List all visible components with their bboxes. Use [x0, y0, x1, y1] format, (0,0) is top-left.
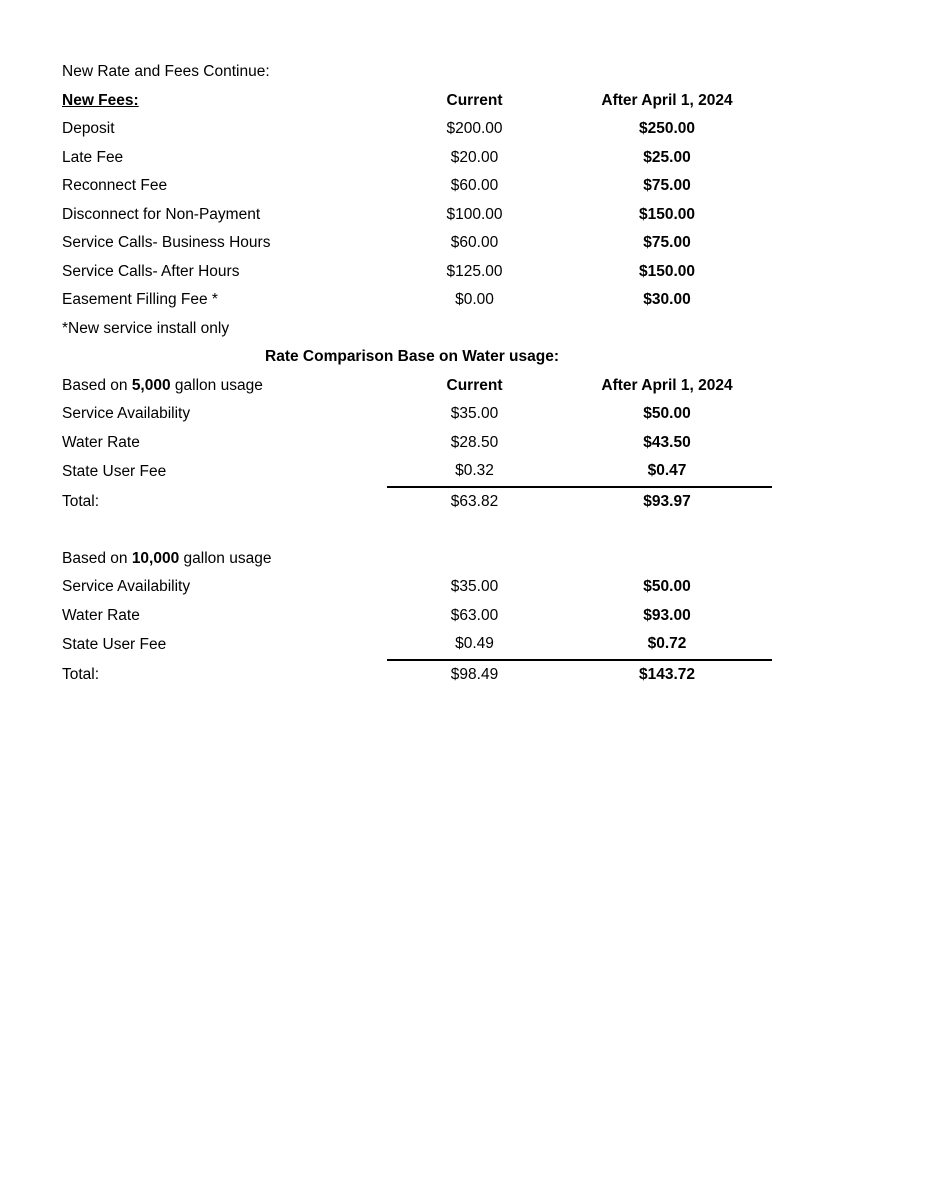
line-item-after-value: $0.72	[562, 630, 772, 660]
table-row	[62, 429, 772, 458]
table-header-row	[62, 87, 772, 116]
fee-current-value: $60.00	[450, 177, 499, 194]
line-item-label: Water Rate	[62, 606, 140, 624]
after-column-header: After April 1, 2024	[601, 91, 733, 109]
fee-label: Late Fee	[62, 148, 124, 166]
fee-label: Disconnect for Non-Payment	[62, 205, 261, 223]
table-row	[62, 172, 772, 201]
fee-after-value: $75.00	[643, 234, 691, 251]
basis-prefix: Based on	[62, 376, 132, 394]
current-column-header: Current	[446, 91, 503, 109]
fee-label: Easement Filling Fee *	[62, 291, 218, 308]
basis-suffix: gallon usage	[179, 549, 272, 567]
line-item-label: State User Fee	[62, 636, 167, 653]
fee-current-value: $60.00	[450, 234, 499, 251]
total-current-value: $98.49	[450, 665, 499, 683]
new-fees-table	[62, 87, 772, 344]
line-item-after-value: $0.47	[562, 457, 772, 487]
basis-spacer-current	[387, 545, 562, 574]
section-gap-spacer	[62, 516, 852, 545]
document-body	[62, 58, 852, 689]
fee-current-value: $20.00	[450, 148, 499, 166]
line-item-current-value: $28.50	[450, 433, 499, 451]
line-item-current-value: $35.00	[450, 578, 499, 595]
line-item-current-value: $0.49	[387, 630, 562, 660]
total-after-value: $143.72	[638, 665, 696, 683]
rate-comparison-10000-table	[62, 545, 772, 690]
new-fees-label: New Fees:	[62, 91, 139, 109]
fee-label: Deposit	[62, 120, 115, 137]
fee-after-value: $30.00	[643, 291, 691, 308]
table-row	[62, 115, 772, 144]
footnote-row	[62, 315, 772, 344]
line-item-label: Water Rate	[62, 433, 140, 451]
rate-comparison-heading: Rate Comparison Base on Water usage:	[265, 348, 559, 365]
fee-current-value: $0.00	[455, 291, 494, 308]
fee-after-value: $250.00	[638, 120, 696, 137]
total-row	[62, 487, 772, 517]
table-row	[62, 573, 772, 602]
line-item-label: Service Availability	[62, 405, 191, 422]
fee-after-value: $25.00	[643, 148, 691, 166]
table-row	[62, 201, 772, 230]
table-row	[62, 286, 772, 315]
intro-line: New Rate and Fees Continue:	[62, 63, 270, 80]
line-item-label: State User Fee	[62, 463, 167, 480]
fee-after-value: $150.00	[638, 205, 696, 223]
line-item-after-value: $43.50	[643, 433, 691, 451]
total-label: Total:	[62, 492, 100, 510]
basis-spacer-after	[562, 545, 772, 574]
fee-current-value: $200.00	[446, 120, 503, 137]
total-current-value: $63.82	[450, 492, 499, 510]
table-row	[62, 258, 772, 287]
fee-after-value: $75.00	[643, 177, 691, 194]
fee-current-value: $100.00	[446, 205, 503, 223]
basis-amount: 10,000	[131, 549, 180, 567]
basis-5000-label	[62, 372, 387, 401]
fee-label: Service Calls- After Hours	[62, 262, 240, 280]
line-item-after-value: $93.00	[643, 606, 691, 624]
line-item-current-value: $0.32	[387, 457, 562, 487]
table-row	[62, 144, 772, 173]
line-item-after-value: $50.00	[643, 578, 691, 595]
table-header-row	[62, 372, 772, 401]
after-column-header: After April 1, 2024	[601, 376, 733, 394]
rate-comparison-5000-table	[62, 372, 772, 517]
fee-label: Reconnect Fee	[62, 177, 168, 194]
fee-label: Service Calls- Business Hours	[62, 234, 271, 251]
line-item-current-value: $63.00	[450, 606, 499, 624]
table-row	[62, 602, 772, 631]
footnote-spacer-after	[562, 315, 772, 344]
basis-suffix: gallon usage	[170, 376, 263, 394]
line-item-after-value: $50.00	[643, 405, 691, 422]
total-label: Total:	[62, 665, 100, 683]
table-row	[62, 630, 772, 660]
fee-after-value: $150.00	[638, 262, 696, 280]
basis-amount: 5,000	[131, 376, 171, 394]
footnote-spacer-current	[387, 315, 562, 344]
table-row	[62, 457, 772, 487]
basis-prefix: Based on	[62, 549, 132, 567]
line-item-current-value: $35.00	[450, 405, 499, 422]
current-column-header: Current	[446, 376, 503, 394]
total-row	[62, 660, 772, 690]
table-row	[62, 400, 772, 429]
line-item-label: Service Availability	[62, 578, 191, 595]
fee-current-value: $125.00	[446, 262, 503, 280]
total-after-value: $93.97	[643, 492, 691, 510]
basis-row	[62, 545, 772, 574]
basis-10000-label	[62, 545, 387, 574]
new-fees-header-cell	[62, 87, 387, 116]
fees-footnote: *New service install only	[62, 319, 230, 337]
table-row	[62, 229, 772, 258]
